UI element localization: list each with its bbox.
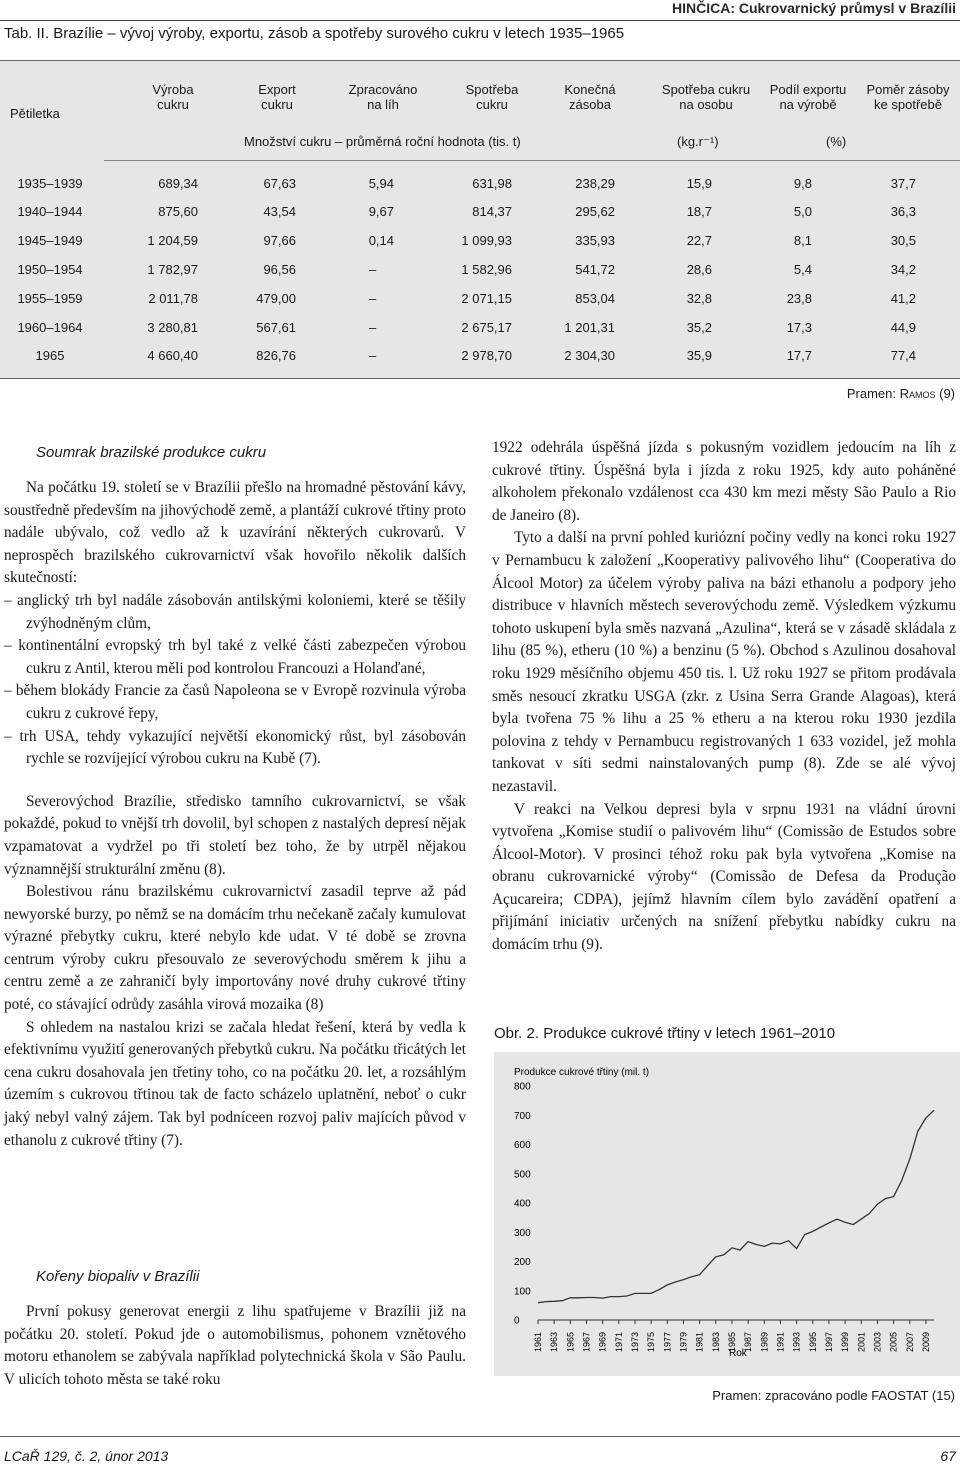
x-tick-label: 1969 [597,1331,608,1352]
y-tick-label: 700 [514,1110,531,1122]
table-cell: 2 675,17 [461,320,512,335]
table-source: Pramen: Ramos (9) [846,386,955,401]
footer-journal: LCaŘ 129, č. 2, únor 2013 [4,1448,169,1464]
table-cell: 2 304,30 [564,348,615,363]
table-cell: 1 582,96 [461,262,512,277]
table-cell: 1 201,31 [564,320,615,335]
table-cell: 44,9 [890,320,916,335]
bullet-item: – anglický trh byl nadále zásobován antilskými koloniemi, které se těšily zvýhodněným clům, [4,591,466,632]
table-cell: 18,7 [686,204,712,219]
x-tick-label: 2003 [872,1331,883,1352]
unit-percent: (%) [826,134,847,149]
col-header-export: Export cukru [258,82,296,112]
x-tick-label: 1997 [823,1331,834,1352]
col-header-final-stock: Konečná zásoba [564,82,616,112]
paragraph: Severovýchod Brazílie, středisko tamního cukrovarnictví, se však pokaždé, pokud to vnější trh dovolil, byl schopen z nastalých depresí nějak vzpamatovat a vydržel po tři století bez toho, že by utrpěl nějakou významnější strukturální změnu (8). [4,792,466,878]
table-cell: 97,66 [263,233,296,248]
table-cell: 32,8 [686,291,712,306]
table-cell: 2 011,78 [148,291,198,306]
x-tick-label: 2005 [888,1331,899,1352]
paragraph: V reakci na Velkou depresi byla v srpnu 1931 na vládní úrovni vytvořena „Komise studií o palivovém lihu“ (Comissão de Estudos sobre Álcool-Motor). V prosinci téhož roku pak byla vytvořena „Komise na obranu cukrovarnické výroby“ (Comissão de Defesa da Produção Açucareira; CDPA), jejímž hlavním cílem bylo zavádění opatření a přijímání iniciativ určených na snížení přebytku nabídky cukru na domácím trhu (9). [492,800,956,954]
x-tick-label: 1961 [533,1331,543,1352]
table-cell: 2 978,70 [461,348,512,363]
paragraph: S ohledem na nastalou krizi se začala hledat řešení, která by vedla k efektivnímu využití generovaných přebytků cukru. Na počátku třicátých let cena cukru dosahovala jen třetiny toho, co na počátku 20. let, a rozsáhlým územím s cukrovou třtinou tak de facto scházelo uplatnění, neboť o cukr jaký nebyl valný zájem. Tak byl podníceen rozvoj paliv majících původ v ethanolu z cukrové třtiny (7). [4,1018,466,1149]
x-tick-label: 1999 [840,1331,851,1352]
x-tick-label: 1971 [613,1331,624,1352]
table-cell: 41,2 [890,291,916,306]
header-rule [0,20,960,21]
x-tick-label: 1985 [726,1331,737,1352]
col-header-production: Výroba cukru [152,82,194,112]
table-cell: 479,00 [256,291,296,306]
paragraph: Bolestivou ránu brazilskému cukrovarnictví zasadil teprve až pád newyorské burzy, po němž se na domácím trhu nečekaně začaly kumulovat výrazné přebytky cukru, které nebylo kde udat. V té době se zrovna centrum výroby cukru přesouvalo ze severovýchodu směrem k jihu a centru země a ze zahraničí byly importovány nové druhy cukrové třtiny poté, co stávající odrůdy zasáhla virová mozaika (8) [4,883,466,1014]
bullet-item: – kontinentální evropský trh byl také z velké části zabezpečen výrobou cukru z Antil, kterou měli pod kontrolou Francouzi a Holanďané, [4,637,466,677]
section-title-biofuels: Kořeny biopaliv v Brazílii [36,1268,200,1285]
y-tick-label: 200 [514,1257,531,1268]
table-header-rule [104,160,960,161]
x-tick-label: 1989 [759,1331,770,1352]
col-header-stock-ratio: Poměr zásoby ke spotřebě [866,82,950,112]
table-cell: 5,94 [368,176,394,191]
col-header-export-share: Podíl exportu na výrobě [769,82,847,112]
table-cell: – [369,262,377,277]
table-cell: 1 099,93 [461,233,512,248]
table-bottom-rule [0,378,960,379]
table-cell: 4 660,40 [147,348,198,363]
x-tick-label: 1995 [807,1331,818,1352]
table-cell: 567,61 [256,320,296,335]
table-cell: 30,5 [890,233,916,248]
sugarcane-chart [494,1052,960,1376]
table-cell: 9,8 [793,176,812,191]
table-caption: Tab. II. Brazílie – vývoj výroby, exportu, zásob a spotřeby surového cukru v letech 1935–1965 [4,25,625,42]
col-header-per-capita: Spotřeba cukru na osobu [661,82,751,112]
y-tick-label: 600 [514,1140,531,1151]
x-tick-label: 2001 [856,1331,867,1352]
table-cell: 35,9 [686,348,712,363]
row-period: 1935–1939 [17,176,83,191]
unit-quantity: Množství cukru – průměrná roční hodnota (tis. t) [244,134,521,149]
table-cell: 28,6 [686,262,712,277]
paragraph: Tyto a další na první pohled kuriózní počiny vedly na konci roku 1927 v Pernambucu k založení „Kooperativy palivového lihu“ (Cooperativa do Álcool Motor) za účelem výroby paliva na bázi ethanolu a podpory jeho distribuce v hlavních městech severovýchodu země. Výsledkem výzkumu tohoto uskupení byla směs nazvaná „Azulina“, která se v zásadě skládala z lihu (85 %), etheru (10 %) a benzinu (5 %). Obchod s Azulinou dosahoval roku 1929 měsíčního objemu 450 tis. l. Už roku 1927 se přitom prodávala směs nesoucí zkratku USGA (zkr. z Usina Serra Grande Alagoas), která byla tvořena 75 % lihu a 25 % etheru a na kterou roku 1930 jezdila polovina z tehdy v Pernambucu registrovaných 1 633 vozidel, jež mohla tankovat v síti sedmi nainstalovaných pump (8). Zde se alé vývoj nezastavil. [492,529,956,795]
bullet-item: – trh USA, tehdy vykazující největší ekonomický růst, byl zásobován rychle se rozvíjející výrobou cukru na Kubě (7). [4,727,466,768]
x-tick-label: 1983 [710,1331,721,1352]
table-cell: 853,04 [575,291,615,306]
row-period: 1945–1949 [17,233,83,248]
row-period: 1960–1964 [17,320,83,335]
row-period: 1965 [35,348,65,363]
table-cell: 17,3 [786,320,812,335]
table-cell: 17,7 [786,348,812,363]
table-cell: 689,34 [158,176,198,191]
table-cell: 8,1 [793,233,812,248]
running-header: HINČICA: Cukrovarnický průmysl v Brazílii [672,0,956,16]
table-cell: 37,7 [890,176,916,191]
y-tick-label: 0 [514,1315,520,1327]
page-number: 67 [940,1448,956,1464]
right-column [492,437,956,957]
x-tick-label: 1963 [549,1331,560,1352]
x-tick-label: 1991 [775,1331,786,1352]
table-cell: 5,4 [793,262,812,277]
table-cell: – [369,320,377,335]
table-cell: – [369,291,377,306]
chart-title: Produkce cukrové třtiny (mil. t) [514,1067,650,1078]
row-period: 1940–1944 [17,204,83,219]
table-cell: 5,0 [793,204,812,219]
table-cell: 22,7 [686,233,712,248]
table-cell: 0,14 [368,233,394,248]
x-tick-label: 1987 [743,1331,754,1352]
table-cell: 631,98 [472,176,512,191]
col-header-consumption: Spotřeba cukru [465,82,519,112]
table-cell: 238,29 [575,176,615,191]
section-title-decline: Soumrak brazilské produkce cukru [36,444,267,461]
table-cell: – [369,348,377,363]
table-cell: 814,37 [472,204,512,219]
x-tick-label: 1979 [678,1331,689,1352]
table-cell: 23,8 [786,291,812,306]
table-cell: 34,2 [890,262,916,277]
x-tick-label: 1965 [565,1331,576,1352]
table-cell: 3 280,81 [147,320,198,335]
y-tick-label: 500 [514,1169,531,1181]
x-tick-label: 1981 [694,1331,705,1352]
table-cell: 9,67 [368,204,394,219]
footer-rule [0,1436,960,1437]
table-stub-header: Pětiletka [10,106,60,121]
table-cell: 35,2 [686,320,712,335]
col-header-alcohol: Zpracováno na líh [348,82,418,112]
table-cell: 541,72 [575,262,615,277]
bullet-item: – během blokády Francie za časů Napoleona se v Evropě rozvinula výroba cukru z cukrové řepy, [4,682,466,722]
table-cell: 67,63 [263,176,296,191]
row-period: 1950–1954 [17,262,83,277]
left-column [4,444,466,1152]
table-cell: 1 204,59 [147,233,198,248]
paragraph: 1922 odehrála úspěšná jízda s pokusným vozidlem jedoucím na líh z cukrové třtiny. Úspěšná byla i jízda z roku 1925, kdy auto poháněné alkoholem překonalo vzdálenost cca 430 km mezi městy São Paulo a Rio de Janeiro (8). [492,439,956,524]
y-axis [514,1082,531,1327]
chart-background [494,1052,960,1376]
x-tick-label: 1977 [662,1331,673,1352]
chart-xlabel: Rok [729,1348,747,1359]
row-period: 1955–1959 [17,291,83,306]
unit-per-capita: (kg.r⁻¹) [677,134,719,149]
table-cell: 295,62 [575,204,615,219]
x-tick-label: 1973 [629,1331,640,1352]
table-cell: 77,4 [890,348,916,363]
table-cell: 43,54 [263,204,296,219]
figure-caption: Obr. 2. Produkce cukrové třtiny v letech 1961–2010 [494,1025,836,1042]
table-cell: 875,60 [158,204,198,219]
x-tick-label: 2007 [904,1331,915,1352]
x-tick-label: 1967 [581,1331,592,1352]
x-tick-label: 2009 [920,1331,931,1352]
table-cell: 826,76 [256,348,296,363]
table-cell: 36,3 [890,204,916,219]
y-tick-label: 100 [514,1286,531,1298]
paragraph: Na počátku 19. století se v Brazílii přešlo na hromadné pěstování kávy, soustředně především na jihovýchodě země, a plantáží cukrové třtiny proto nadále ubývalo, což vedlo až k uzavírání některých cukrovarů. V neprospěch brazilského cukrovarnictví však hovořilo několik dalších skutečností: [4,479,466,587]
table-cell: 15,9 [686,176,712,191]
y-tick-label: 800 [514,1081,531,1093]
x-tick-label: 1975 [646,1331,657,1352]
left-column-lower [4,1268,466,1391]
figure-source: Pramen: zpracováno podle FAOSTAT (15) [712,1388,955,1403]
table-cell: 2 071,15 [461,291,512,306]
table-top-rule [0,60,960,61]
table-cell: 96,56 [263,262,296,277]
x-tick-label: 1993 [791,1331,802,1352]
y-tick-label: 300 [514,1227,531,1239]
table-cell: 335,93 [575,233,615,248]
paragraph: První pokusy generovat energii z lihu spatřujeme v Brazílii již na počátku 20. století. Pokud jde o automobilismus, pohonem vznětového motoru ethanolem se zabývala například polytechnická škola v São Paulu. V ulicích tohoto města se také roku [4,1303,466,1388]
y-tick-label: 400 [514,1198,531,1210]
table-cell: 1 782,97 [147,262,198,277]
